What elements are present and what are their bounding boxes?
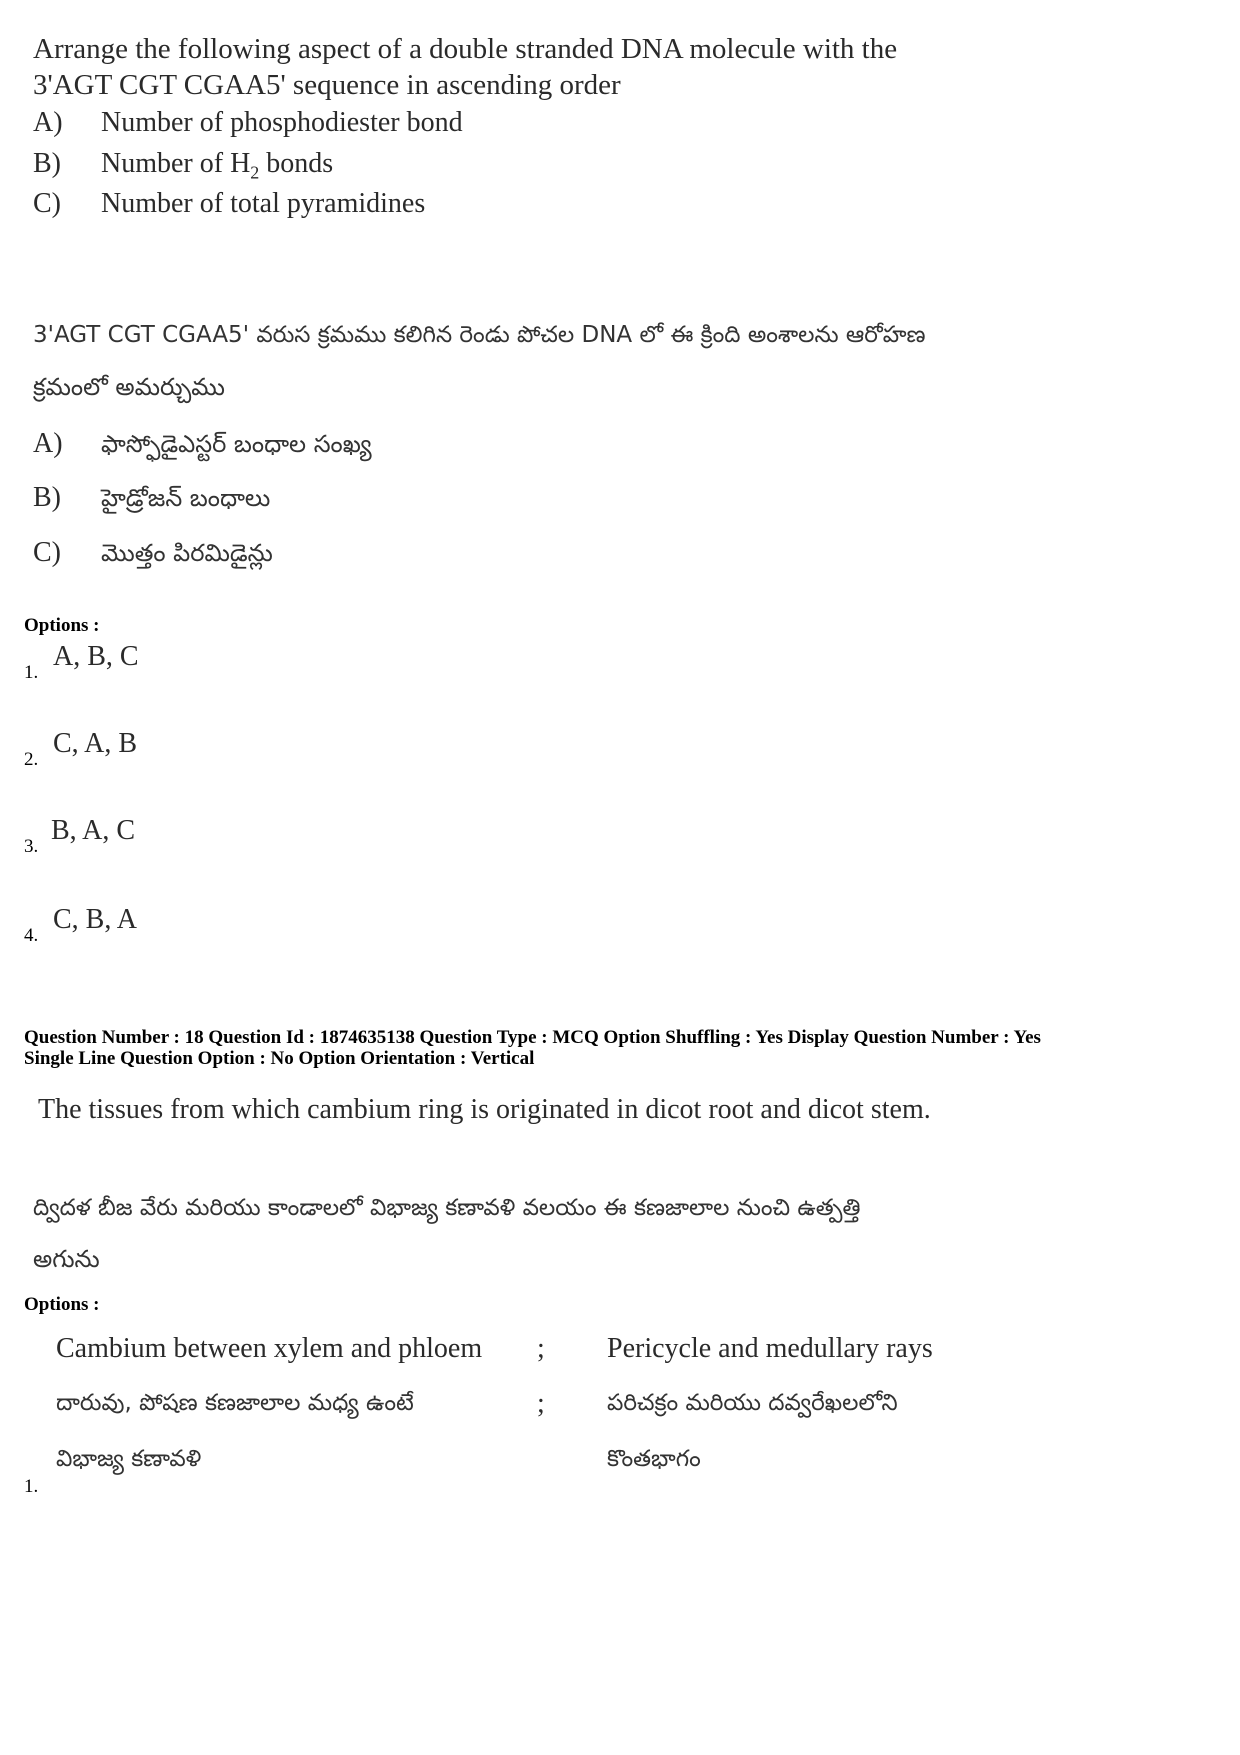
q17-option-4[interactable]: C, B, A (53, 904, 138, 935)
option-left-telugu-1: దారువు, పోషణ కణజాలాల మధ్య ఉంటే (56, 1390, 414, 1416)
q18-telugu-line-1: ద్విదళ బీజ వేరు మరియు కాండాలలో విభాజ్య కణావళి వలయం ఈ కణజాలాల నుంచి ఉత్పత్తి (33, 1195, 861, 1221)
q17-option-3[interactable]: B, A, C (51, 815, 136, 846)
item-text: Number of total pyramidines (101, 188, 426, 219)
item-text: Number of H (101, 148, 251, 179)
q18-meta-line-1: Question Number : 18 Question Id : 1874635138 Question Type : MCQ Option Shuffling : Yes Display Question Number : Yes (24, 1027, 1041, 1048)
option-left-telugu-2: విభాజ్య కణావళి (56, 1446, 202, 1472)
item-text: మొత్తం పిరమిడైన్లు (101, 539, 273, 567)
q17-option-3-number: 3. (24, 836, 39, 857)
q17-telugu-item-a (33, 428, 372, 464)
item-label: B) (33, 148, 61, 179)
q17-english-line-1: Arrange the following aspect of a double stranded DNA molecule with the (33, 33, 898, 65)
item-label: A) (33, 428, 63, 459)
q17-options-heading: Options : (24, 615, 100, 636)
option-right-english: Pericycle and medullary rays (607, 1333, 933, 1364)
item-label: C) (33, 537, 61, 568)
q17-option-4-number: 4. (24, 925, 39, 946)
q18-meta-line-2: Single Line Question Option : No Option Orientation : Vertical (24, 1048, 535, 1069)
item-label: C) (33, 188, 61, 219)
item-text-after: bonds (259, 148, 334, 179)
q17-option-1-number: 1. (24, 662, 39, 683)
item-label: B) (33, 482, 61, 513)
item-text: Number of phosphodiester bond (101, 107, 463, 138)
q17-telugu-line-1: 3'AGT CGT CGAA5' వరుస క్రమము కలిగిన రెండు పోచల DNA లో ఈ క్రింది అంశాలను ఆరోహణ (33, 322, 926, 348)
q18-options-heading: Options : (24, 1294, 100, 1315)
option-right-telugu-1: పరిచక్రం మరియు దవ్వరేఖలలోని (607, 1390, 898, 1416)
q17-telugu-line-2: క్రమంలో అమర్చుము (33, 373, 225, 401)
q17-option-2-number: 2. (24, 749, 39, 770)
option-number: 1. (24, 1476, 39, 1497)
q17-item-b (33, 148, 333, 184)
q18-english: The tissues from which cambium ring is originated in dicot root and dicot stem. (38, 1094, 931, 1125)
q17-item-c (33, 188, 425, 220)
q17-option-2[interactable]: C, A, B (53, 728, 138, 759)
option-separator: ; (537, 1333, 545, 1364)
q17-item-a (33, 107, 463, 139)
option-separator-2: ; (537, 1388, 545, 1419)
q17-english-line-2: 3'AGT CGT CGAA5' sequence in ascending order (33, 69, 621, 101)
option-left-english: Cambium between xylem and phloem (56, 1333, 483, 1364)
q17-telugu-item-c (33, 537, 273, 573)
q17-option-1[interactable]: A, B, C (53, 641, 139, 672)
item-subscript: 2 (250, 162, 260, 183)
option-right-telugu-2: కొంతభాగం (607, 1446, 701, 1472)
q17-telugu-item-b (33, 482, 270, 518)
q18-telugu-line-2: అగును (33, 1245, 100, 1273)
item-text: ఫాస్ఫోడైఎస్టర్ బంధాల సంఖ్య (101, 430, 372, 458)
item-label: A) (33, 107, 63, 138)
item-text: హైడ్రోజన్ బంధాలు (101, 484, 271, 512)
